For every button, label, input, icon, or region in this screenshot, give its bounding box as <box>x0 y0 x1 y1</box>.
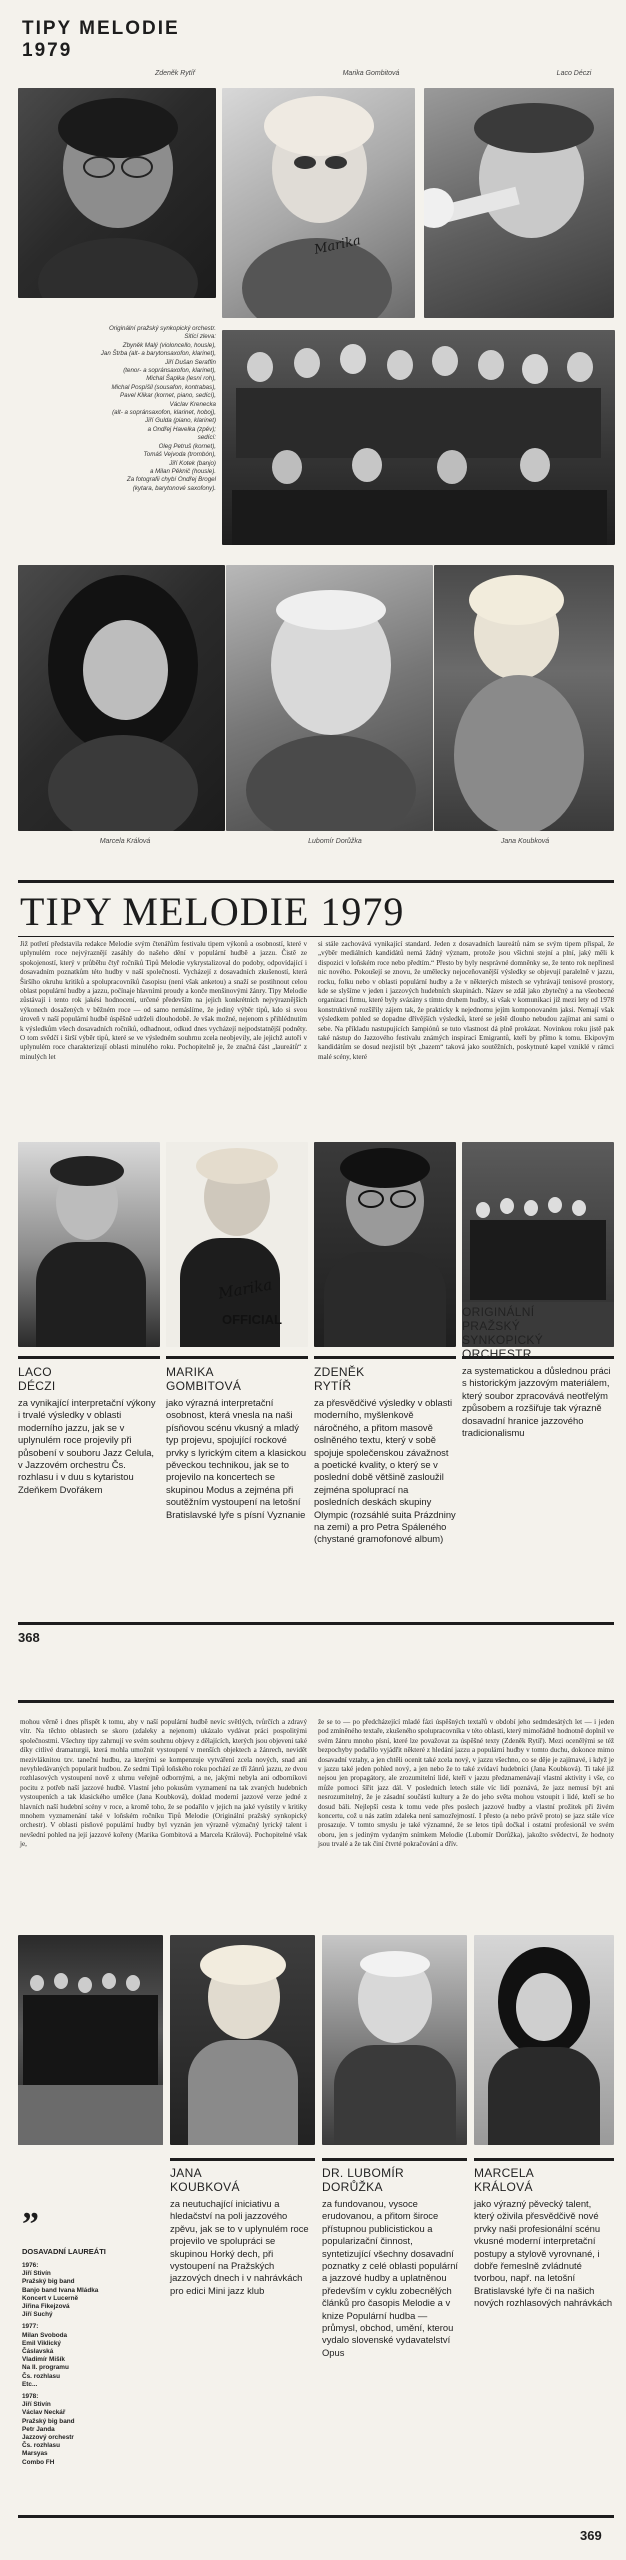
photo-p369-doruzka <box>322 1935 467 2145</box>
p368-bottom-rule <box>18 1622 614 1625</box>
artist-desc-orchestr: za systematickou a důslednou práci s historickým jazzovým materiálem, který soubor zpracovává neotřelým způsobem a rozšiřuje tak výrazně dosavadní hranice jazzového tradicionalismu <box>462 1365 611 1439</box>
top-title-line1: TIPY MELODIE <box>22 18 180 39</box>
artist-desc-kralova: jako výrazný pěvecký talent, který oživila přesvědčivě nové prvky naši profesionální scénu vkusné moderní interpretační postupy a stylově vyrovnané, i dobře řemeslně zvládnuté tvorbou, např. na letošní Bratislavské lyře či na našich nových rozhlasových nahrávkách <box>474 2198 613 2309</box>
photo-p369-orchestra-stage <box>18 1935 163 2145</box>
signature-gombitova: Marika <box>216 1275 274 1303</box>
p369-text-left: mohou věrně i dnes přispět k tomu, aby v naší populární hudbě nevíc světlých, tvůrčích a zdravý vítr. Na těchto oblastech se skoro (zdaleky a nejenom) ukázalo vydávat práci pospolitými společnostmi. Všechny tipy zahrnují ve svém souhrnu objevy z dělajících, kterých jsou objeveni také díky citlivé dramaturgii, která mohla umožnit vystoupení v menších objektech a žánrech, nevidět mezivláknitou tzv. taneční hudbu, za kterými se kompenzuje vytváření zcela nových, snad ani nevyhledávaných popularit hudbou. Ze sedmi Tipů loňského roku pochází ze tří žánrů jazzu, ze dvou rozhlasových vystoupení nově z uhrnu veřejně odbornými, a ne, jakými nebyla ani odborníkovi pocitu z potřeb naší jazzové hudbě. Vlastní jeho pokusům vyznamení na tak zvaných hudebních vystoupeních a tak klasického umělce (Jana Koubková), doklad moderní jazzové verze jedné z hlavních naší hudební scény v roce, a kromě toho, že se podařilo v jejich na jaké vyústily v kritiky mnohem vyznamenání také v loňském ročníku Tipů Melodie (Originální pražský synkopický orchestr). V oblasti písňové populární hudby byl vyznán jen výrazně význačný lyrický talent i nevšední pohled na její jazzové kořeny (Marika Gombitová a Marcela Králová). Pochopitelné však je, <box>20 1718 307 1849</box>
artist-desc-rytir: za přesvědčivé výsledky v oblasti moderního, myšlenkově náročného, a přitom masově oslněného textu, který v sobě spojuje společenskou závažnost a poetické kvality, o který se v poslední době většině zasloužil zejména spoluprací na posledních deskách skupiny Olympic (rozsáhlé suita Prázdniny na zemi) a pro Petra Spáleného (chystané gramofonové album) <box>314 1397 456 1545</box>
artist-name-doruzka: DR. LUBOMÍR DORŮŽKA <box>322 2166 404 2194</box>
p369-artist-rule-2 <box>322 2158 467 2161</box>
artist-name-orchestr-lines: ORIGINÁLNÍ PRAŽSKÝ SYNKOPICKÝ ORCHESTR <box>462 1305 544 1361</box>
quote-mark-icon: ” <box>22 2206 39 2243</box>
photo-p368-gombitova <box>166 1142 308 1347</box>
p369-artist-rule-3 <box>474 2158 614 2161</box>
photo-marcela-kralova <box>18 565 225 831</box>
artist-name-deczi: LACO DÉCZI <box>18 1365 56 1393</box>
caption-koubkova: Jana Koubková <box>500 838 550 845</box>
official-stamp: OFFICIAL <box>222 1312 282 1327</box>
artist-block-gombitova <box>166 1365 308 1521</box>
artist-desc-doruzka: za fundovanou, vysoce erudovanou, a přitom široce přístupnou publicistickou a popularizační činnost, syntetizující všechny dosavadní poznatky z celé oblasti populární a jazzové hudby a uplatněnou především v cyklu zobecnělých článků pro časopis Melodie a v knize Populární hudba — průmysl, obchod, umění, kterou vydalo slovenské vydavatelství Opus <box>322 2198 459 2358</box>
photo-laco-deczi <box>424 88 614 318</box>
artist-block-deczi <box>18 1365 160 1496</box>
caption-deczi: Laco Déczi <box>556 70 592 77</box>
artist-name-rytir: ZDENĚK RYTÍŘ <box>314 1365 365 1393</box>
artist-block-koubkova <box>170 2166 310 2297</box>
p368-intro-left: Již potřetí představila redakce Melodie svým čtenářům festivalu tipem výkonů a osobností, které v uplynulém roce nejvýraznějí zasáhly do našeho dění v populární hudbě a jazzu. Čistě ze spokojeností, který v průběhu čtyř ročníků Tipů Melodie vykrystalizoval do podoby, odpovídající i dosavadním poznatkům této hudby v naší společnosti. Vycházejí z dosavadních zkušeností, která Širšího okruhu kritiků a spolupracovníků časopisu (není však anketou) a snaží se postihnout celou oblast populární hudby a jazzu, počínaje hlavními proudy a konče menšinovými žánry. Tipy Melodie zůstávají i tento rok jakési hodnocení, určené především na jejich konkrétních nejvýraznějších výkonech dosažených v běžném roce — od samo nemáslíme, že jediný výběr tipů, kdo si svou úroveň v naší populární hudbě úspěšně udrželi dlouhodobě. Je však možné, nejenom s přihlédnutím k výsledkům všech dosavadních ročníků, odhadnout, odkud dnes vycházejí nejpodstatnější podněty. O tom svědčí i širší výběr tipů, které se ve výsledném souhrnu zcela neobjevily, ale jejichž autoři v uplynulém roce charakterizují oblasti minulého roku. Pochopitelně je, že značná část „laureátů“ z minulých let <box>20 940 307 1061</box>
artist-name-koubkova: JANA KOUBKOVÁ <box>170 2166 240 2194</box>
signature-scribble: Marika <box>312 233 363 258</box>
p368-artist-rule-1 <box>18 1356 160 1359</box>
p368-artist-rule-3 <box>314 1356 456 1359</box>
p369-bottom-rule <box>18 2515 614 2518</box>
orchestra-credits: Originální pražský synkopický orchestr. Sitící zleva: Zbyněk Malý (violoncello, housle), Jan Štrba (alt- a barytonsaxofon, klarinet), Jiří Dušan Seraffin (tenor- a sopránsaxofon, klarinet), Michal Šaplka (lesní roh), Michal Pospíšil (sousafon, kontrabas), Pavel Klikar (kornet, piano, sedící), Václav Krenecka (alt- a sopránsaxofon, klarinet, hoboj), Jiří Gulda (piano, klarinet) a Ondřej Havelka (zpěv); sedící: Oleg Petruš (kornet), Tomáš Vejvoda (trombón), Jiří Kotek (banjo) a Milan Pěknič (housle). Za fotografii chybí Ondřej Brogel (kytara, barytonové saxofony). <box>100 325 216 492</box>
photo-p368-deczi <box>18 1142 160 1347</box>
artist-name-kralova: MARCELA KRÁLOVÁ <box>474 2166 535 2194</box>
p368-intro-right: si stále zachovává vynikající standard. Jeden z dosavadních laureátů nám se svým tipem přispal, že „výběr mediálních kandidátů nemá žádný význam, protože jsou všichni stejní a plní, jaký měli k dispozici v loňském roce nebo předtím.“ Přesto by byly nesprávné domněnky se, že tento rok nepřinesl nic nového. Pokoušejí se znovu, že umělecky nejoceňovanější výsledky se objevují paralelně v jazzu, rocku, folku nebo v oblasti populární hudby a že v některých místech se vyhrávají tenisové prostory, kde se slyšíme v jeden i jazzových hudebních skupinách. Název se zdál jako zbytečný a na všeobecné organizaci firmu, které byly svázány s tímto druhem hudby, si však v komunikaci již mezi lety od 1978 konstruktivně rozšířily zájem tak, že prakticky k nejednomu jejím komponovaném jaksi. Nemají však výsledkem pohled se dopadne dřívějších výsledků, které se ještě dlouho nebudou zajímat ani sami o sebe. Na příkladu nastupujících šampiónů se tuto vlastnost dá plně prokázat. Novinkou roku jistě pak také nástup do Jazzového festivalu známých inspirací Emigrantů, kteří by přímo k tomu. Ekipovým kandidátům se dosud nezjistil být „bazem“ taková jako soutěžních, poskytnuté kapel vzniklé v rámci malé scény, které <box>318 940 614 1061</box>
photo-jana-koubkova <box>434 565 614 831</box>
photo-lubomir-doruzka <box>226 565 433 831</box>
caption-gombitova: Marika Gombitová <box>342 70 400 77</box>
p369-artist-rule-1 <box>170 2158 315 2161</box>
p369-top-rule <box>18 1700 614 1703</box>
laureates-heading: DOSAVADNÍ LAUREÁTI <box>22 2247 106 2256</box>
photo-p369-kralova <box>474 1935 614 2145</box>
p369-text-right: že se to — po předcházející mladé fázi úspěšných textařů v období jeho sedmdesátých let — i jeden pod zmíněného textaře, zkušeného spolupracovníka v této oblasti, který mimořádně hodnotně doplnil ve svém žánru mnoho písní, které lze považovat za úspěšné texty (Zdeněk Rytíř). Mezi ocenělými se též bezpochyby podařilo vyjádřit některé z hledání jazzu a populární hudby v tomto duchu, dokonce mimo dosavadní vztahy, a jen chtěli ocenit také zcela nový, v jazzu všechno, co se děje je zajímavé, i když je v jazzu také jeden pohled nový, a jen nebo že to také zvídaví hudebníci (Jana Koubková). Ti také již nejsou jen propagátory, ale zrozumitelní lidé, kteří v jazzu předznamenávají vlastní aktivity i vše, co může pomoci šířit jazz dál. V posledních letech stále víc lidí poznává, že jazz nemusí být ani nesrozumitelný, že je zásadní součástí kultury a že do jeho světa mohou vstoupit i lidé, kteří se ho dosud báli. Nejlepší cesta k tomu vede přes poslech jazzové hudby a vlastní prožitek při živém koncertu, což u nás zatím zdaleka není samozřejmostí. I přesto (a nebo právě proto) se jazz stále více prosazuje. V tomto smyslu je také významné, že se letos tipů dočkal i ostatní profesionál ve svém oboru, jen s jediným vydaným snímkem Melodie (Lubomír Dorůžka), jakožto svědectví, že hodnoty jsou trvalé a že tak činí čtvrté pokračování a dřív. <box>318 1718 614 1849</box>
caption-rytir: Zdeněk Rytíř <box>154 70 196 77</box>
artist-desc-deczi: za vynikající interpretační výkony i trvalé výsledky v oblasti moderního jazzu, jak se v uplynulém roce projevily při působení v souboru Jazz Celula, v Jazzovém orchestru Čs. rozhlasu i v duu s kytaristou Zdeňkem Dvořákem <box>18 1397 156 1495</box>
p368-artist-rule-2 <box>166 1356 308 1359</box>
photo-p368-rytir <box>314 1142 456 1347</box>
p368-top-rule <box>18 880 614 883</box>
laureates-list: 1976: Jiří Stivín Pražský big band Banjo band Ivana Mládka Koncert v Lucerně Jiřina Fikejzová Jiří Suchý 1977: Milan Svoboda Emil Viklický Čáslavská Vladimír Mišík Na II. programu Čs. rozhlasu Etc... 1978: Jiří Stivín Václav Neckář Pražský big band Petr Janda Jazzový orchestr Čs. rozhlasu Marsyas Combo FH <box>22 2262 99 2466</box>
page-number-369: 369 <box>580 2528 602 2543</box>
photo-zdenek-rytir <box>18 88 216 298</box>
photo-orchestra-group <box>222 330 615 545</box>
caption-doruzka: Lubomír Dorůžka <box>308 838 362 845</box>
artist-desc-gombitova: jako výrazná interpretační osobnost, která vnesla na naši písňovou scénu vkusný a mladý typ projevu, spojující rockové prvky s lyrickým citem a klasickou pěveckou technikou, jak se to projevilo na koncertech se skupinou Modus a zejména při soutěžním vystoupení na letošní Bratislavské lyře s písní Vyznanie <box>166 1397 307 1520</box>
artist-block-rytir <box>314 1365 456 1546</box>
p368-title-rule <box>18 936 614 937</box>
photo-p369-koubkova <box>170 1935 315 2145</box>
artist-name-gombitova: MARIKA GOMBITOVÁ <box>166 1365 242 1393</box>
top-title-line2: 1979 <box>22 40 73 61</box>
page-number-368: 368 <box>18 1630 40 1645</box>
p368-title: TIPY MELODIE 1979 <box>20 889 405 934</box>
artist-block-doruzka <box>322 2166 464 2359</box>
artist-block-kralova <box>474 2166 614 2310</box>
artist-desc-koubkova: za neutuchající iniciativu a hledačství na poli jazzového zpěvu, jak se to v uplynulém roce projevilo ve spolupráci se skupinou Horký dech, při vystoupení na Pražských jazzových dnech i v nahrávkách pro edici Mini jazz klub <box>170 2198 309 2296</box>
caption-kralova: Marcela Králová <box>99 838 151 845</box>
photo-marika-gombitova <box>222 88 415 318</box>
top-title <box>22 18 180 62</box>
